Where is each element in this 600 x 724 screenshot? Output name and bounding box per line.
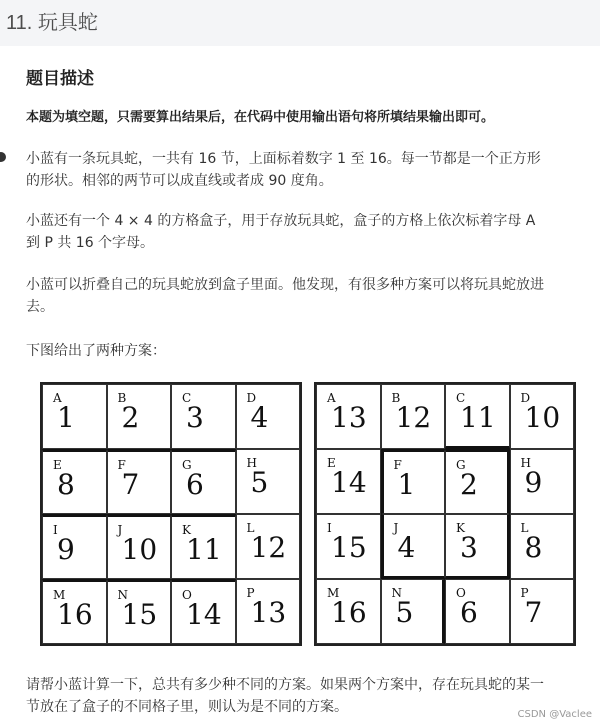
grid-cell [171,579,236,644]
grid-cell [107,514,172,579]
solution-grid-2 [314,382,576,646]
cell-letter: F [117,458,126,472]
cell-number: 3 [460,531,478,564]
cell-letter: L [246,521,255,535]
cell-letter: M [327,586,340,600]
cell-letter: H [520,456,531,470]
page-title: 11. 玩具蛇 [6,12,98,34]
cell-letter: K [182,523,191,537]
cell-number: 11 [186,533,222,566]
grid-cell [445,514,510,579]
grid-cell [107,579,172,644]
cell-letter: P [520,586,529,600]
cell-number: 3 [186,401,204,434]
title-bar [0,0,600,44]
cell-letter: E [327,456,336,470]
grid-cell [381,514,446,579]
grid-cell [236,384,301,449]
cell-letter: M [53,588,66,602]
cell-letter: J [117,523,123,537]
cell-letter: N [391,586,402,600]
cell-number: 4 [397,531,416,564]
grid-cell [107,384,172,449]
cell-letter: D [246,391,257,405]
cell-number: 5 [250,466,269,499]
paragraph-3 [26,274,596,318]
grid-cell [445,384,510,449]
grid-cell [510,514,575,579]
cell-number: 10 [524,401,561,434]
paragraph-5 [26,674,596,718]
grid-cell [510,579,575,644]
cell-letter: B [391,391,401,405]
grid-cell [316,514,381,579]
cell-number: 16 [57,598,93,631]
grid-cell [316,579,381,644]
paragraph-1-line-1: 小蓝有一条玩具蛇，一共有 16 节，上面标着数字 1 至 16。每一节都是一个正方形 [26,151,541,167]
cell-number: 14 [331,466,367,499]
cell-number: 10 [121,533,158,566]
cell-number: 1 [397,468,416,501]
cell-number: 13 [331,401,367,434]
cell-letter: C [182,391,192,405]
grid-cell [236,579,301,644]
cell-number: 6 [460,596,478,629]
grid-cell [316,449,381,514]
cell-number: 15 [121,598,158,631]
cell-number: 7 [121,468,140,501]
grid-cell [171,514,236,579]
paragraph-3-line-1: 小蓝可以折叠自己的玩具蛇放到盒子里面。他发现，有很多种方案可以将玩具蛇放进 [26,277,544,293]
grid-cell [510,449,575,514]
cell-letter: I [327,521,332,535]
cell-number: 5 [395,596,414,629]
section-heading: 题目描述 [26,69,94,89]
paragraph-3-line-2: 去。 [26,299,54,315]
grid-cell [316,384,381,449]
paragraph-1 [26,148,596,192]
cell-letter: G [456,458,466,472]
cell-letter: O [182,588,192,602]
cell-number: 6 [186,468,204,501]
grid-cell [42,514,107,579]
cell-letter: P [246,586,255,600]
cell-number: 8 [57,468,75,501]
fill-in-notice: 本题为填空题，只需要算出结果后，在代码中使用输出语句将所填结果输出即可。 [26,110,495,125]
grid-cell [381,449,446,514]
paragraph-5-line-2: 节放在了盒子的不同格子里，则认为是不同的方案。 [26,699,348,715]
cell-letter: H [246,456,257,470]
grid-cell [42,579,107,644]
cell-letter: O [456,586,466,600]
cell-letter: I [53,523,58,537]
cell-letter: G [182,458,192,472]
cell-number: 8 [524,531,543,564]
watermark: CSDN @Vaclee [517,709,592,720]
paragraph-4: 下图给出了两种方案： [26,343,166,359]
cell-number: 9 [57,533,75,566]
cell-letter: E [53,458,62,472]
cell-number: 2 [121,401,140,434]
grid-cell [510,384,575,449]
cell-letter: B [117,391,127,405]
cell-number: 9 [524,466,543,499]
paragraph-2 [26,210,596,254]
grid-cell [445,449,510,514]
grid-cell [236,449,301,514]
cell-letter: A [327,391,336,405]
cell-number: 12 [395,401,432,434]
grid-cell [381,579,446,644]
cell-letter: N [117,588,128,602]
cell-letter: C [456,391,466,405]
cell-letter: D [520,391,531,405]
cell-letter: A [53,391,62,405]
cell-number: 7 [524,596,543,629]
cell-number: 11 [460,401,496,434]
cell-number: 13 [250,596,287,629]
paragraph-2-line-1: 小蓝还有一个 4 × 4 的方格盒子，用于存放玩具蛇，盒子的方格上依次标着字母 A [26,213,536,229]
cell-letter: J [393,521,399,535]
solution-grid-1 [40,382,302,646]
cell-number: 12 [250,531,287,564]
cell-letter: F [393,458,402,472]
grid-cell [42,449,107,514]
cell-letter: L [520,521,529,535]
grid-cell [171,384,236,449]
grid-cell [236,514,301,579]
paragraph-2-line-2: 到 P 共 16 个字母。 [26,235,155,251]
cell-number: 4 [250,401,269,434]
cell-letter: K [456,521,465,535]
grid-cell [445,579,510,644]
grid-cell [171,449,236,514]
grid-cell [107,449,172,514]
cell-number: 1 [57,401,75,434]
cell-number: 16 [331,596,367,629]
grid-cell [42,384,107,449]
cell-number: 15 [331,531,367,564]
paragraph-1-line-2: 的形状。相邻的两节可以成直线或者成 90 度角。 [26,173,333,189]
cell-number: 14 [186,598,222,631]
paragraph-5-line-1: 请帮小蓝计算一下，总共有多少种不同的方案。如果两个方案中，存在玩具蛇的某一 [26,677,544,693]
grid-cell [381,384,446,449]
cell-number: 2 [460,468,478,501]
